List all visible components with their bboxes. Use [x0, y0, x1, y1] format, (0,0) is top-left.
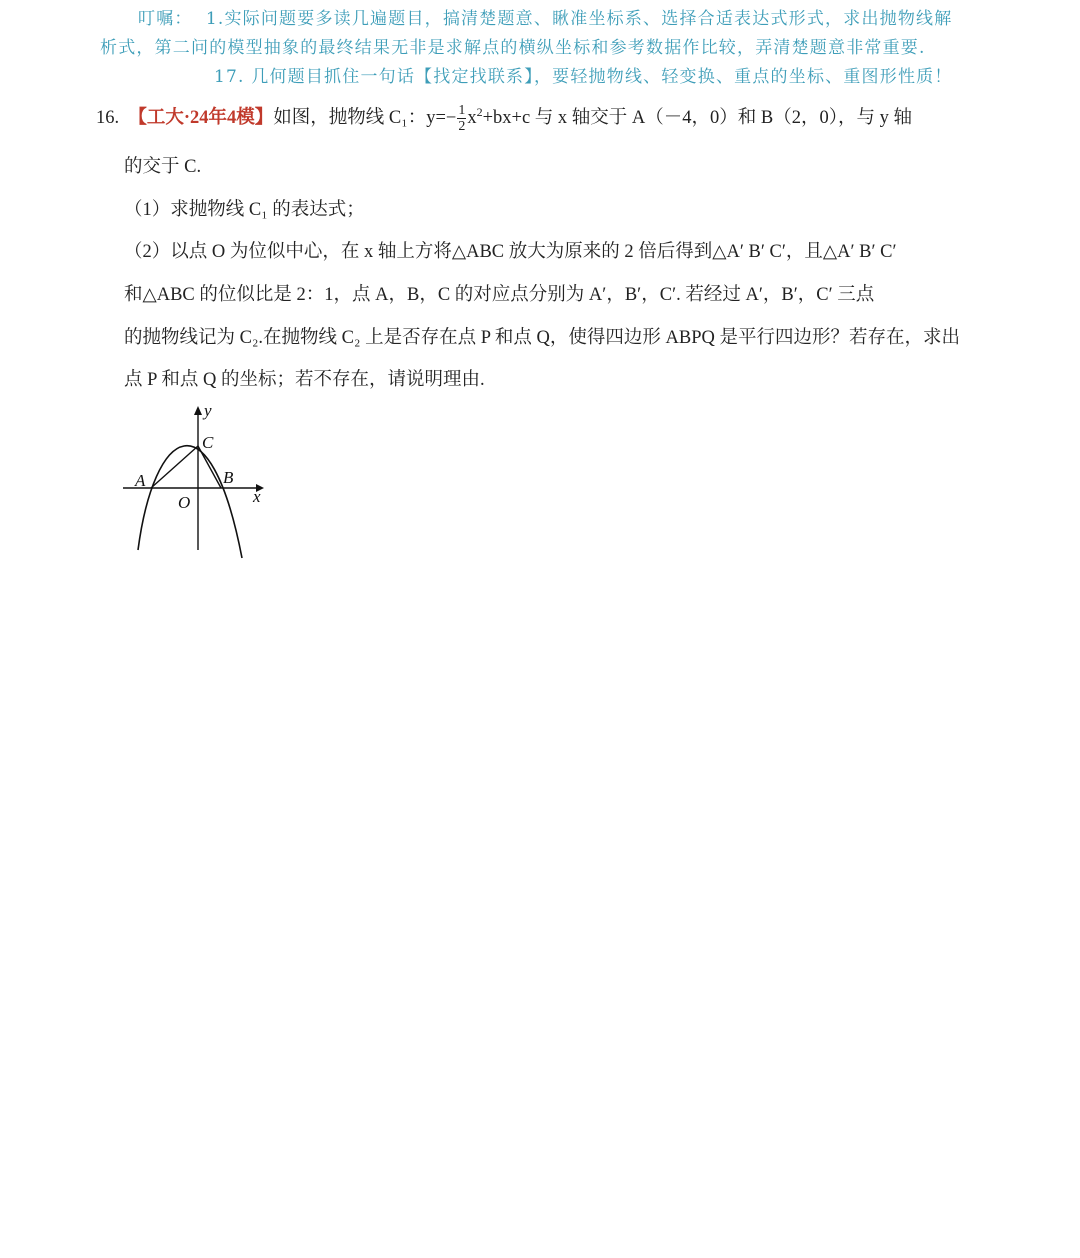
- problem-source: 【工大·24年4模】: [128, 108, 274, 128]
- label-y: y: [204, 401, 212, 420]
- problem-number: 16.: [96, 108, 120, 128]
- segment-AC: [151, 446, 198, 488]
- label-x: x: [253, 487, 261, 506]
- reminder-line-1b: 析式，第二问的模型抽象的最终结果无非是求解点的横纵坐标和参考数据作比较，弄清楚题意非常重要.: [100, 38, 926, 58]
- part-2-line-1: （2）以点 O 为位似中心，在 x 轴上方将△ABC 放大为原来的 2 倍后得到△A′ B′ C′，且△A′ B′ C′: [124, 242, 897, 262]
- reminder-line-1a: 叮嘱： 1.实际问题要多读几遍题目，搞清楚题意、瞅准坐标系、选择合适表达式形式，求出抛物线解: [138, 9, 953, 29]
- label-B: B: [223, 468, 234, 487]
- segment-BC: [198, 446, 221, 488]
- part-2-line-3: 的抛物线记为 C₂.在抛物线 C₂ 上是否存在点 P 和点 Q，使得四边形 ABPQ 是平行四边形？若存在，求出: [124, 328, 961, 348]
- label-C: C: [202, 433, 214, 452]
- fraction: $\frac{1}{2}$: [458, 103, 466, 135]
- problem-stem-line-1: 16. 【工大·24年4模】如图，抛物线 C₁：y=− $\frac{1}{2}$ $x^2+bx+c$ 与 x 轴交于 A（－4，0）和 B（2，0），与 y 轴: [96, 103, 912, 135]
- part-2-line-2: 和△ABC 的位似比是 2：1，点 A，B，C 的对应点分别为 A′，B′，C′. 若经过 A′，B′，C′ 三点: [124, 285, 875, 305]
- reminder-label: 叮嘱：: [138, 9, 193, 29]
- label-O: O: [178, 493, 191, 512]
- reminder-line-2: 17. 几何题目抓住一句话【找定找联系】，要轻抛物线、轻变换、重点的坐标、重图形性质！: [214, 67, 953, 87]
- label-A: A: [135, 471, 146, 490]
- problem-stem-line-2: 的交于 C.: [124, 157, 202, 177]
- y-axis-arrow: [194, 406, 202, 415]
- part-2-line-4: 点 P 和点 Q 的坐标；若不存在，请说明理由.: [124, 370, 485, 390]
- part-1: （1）求抛物线 C₁ 的表达式；: [124, 200, 365, 220]
- parabola-figure: [118, 398, 278, 563]
